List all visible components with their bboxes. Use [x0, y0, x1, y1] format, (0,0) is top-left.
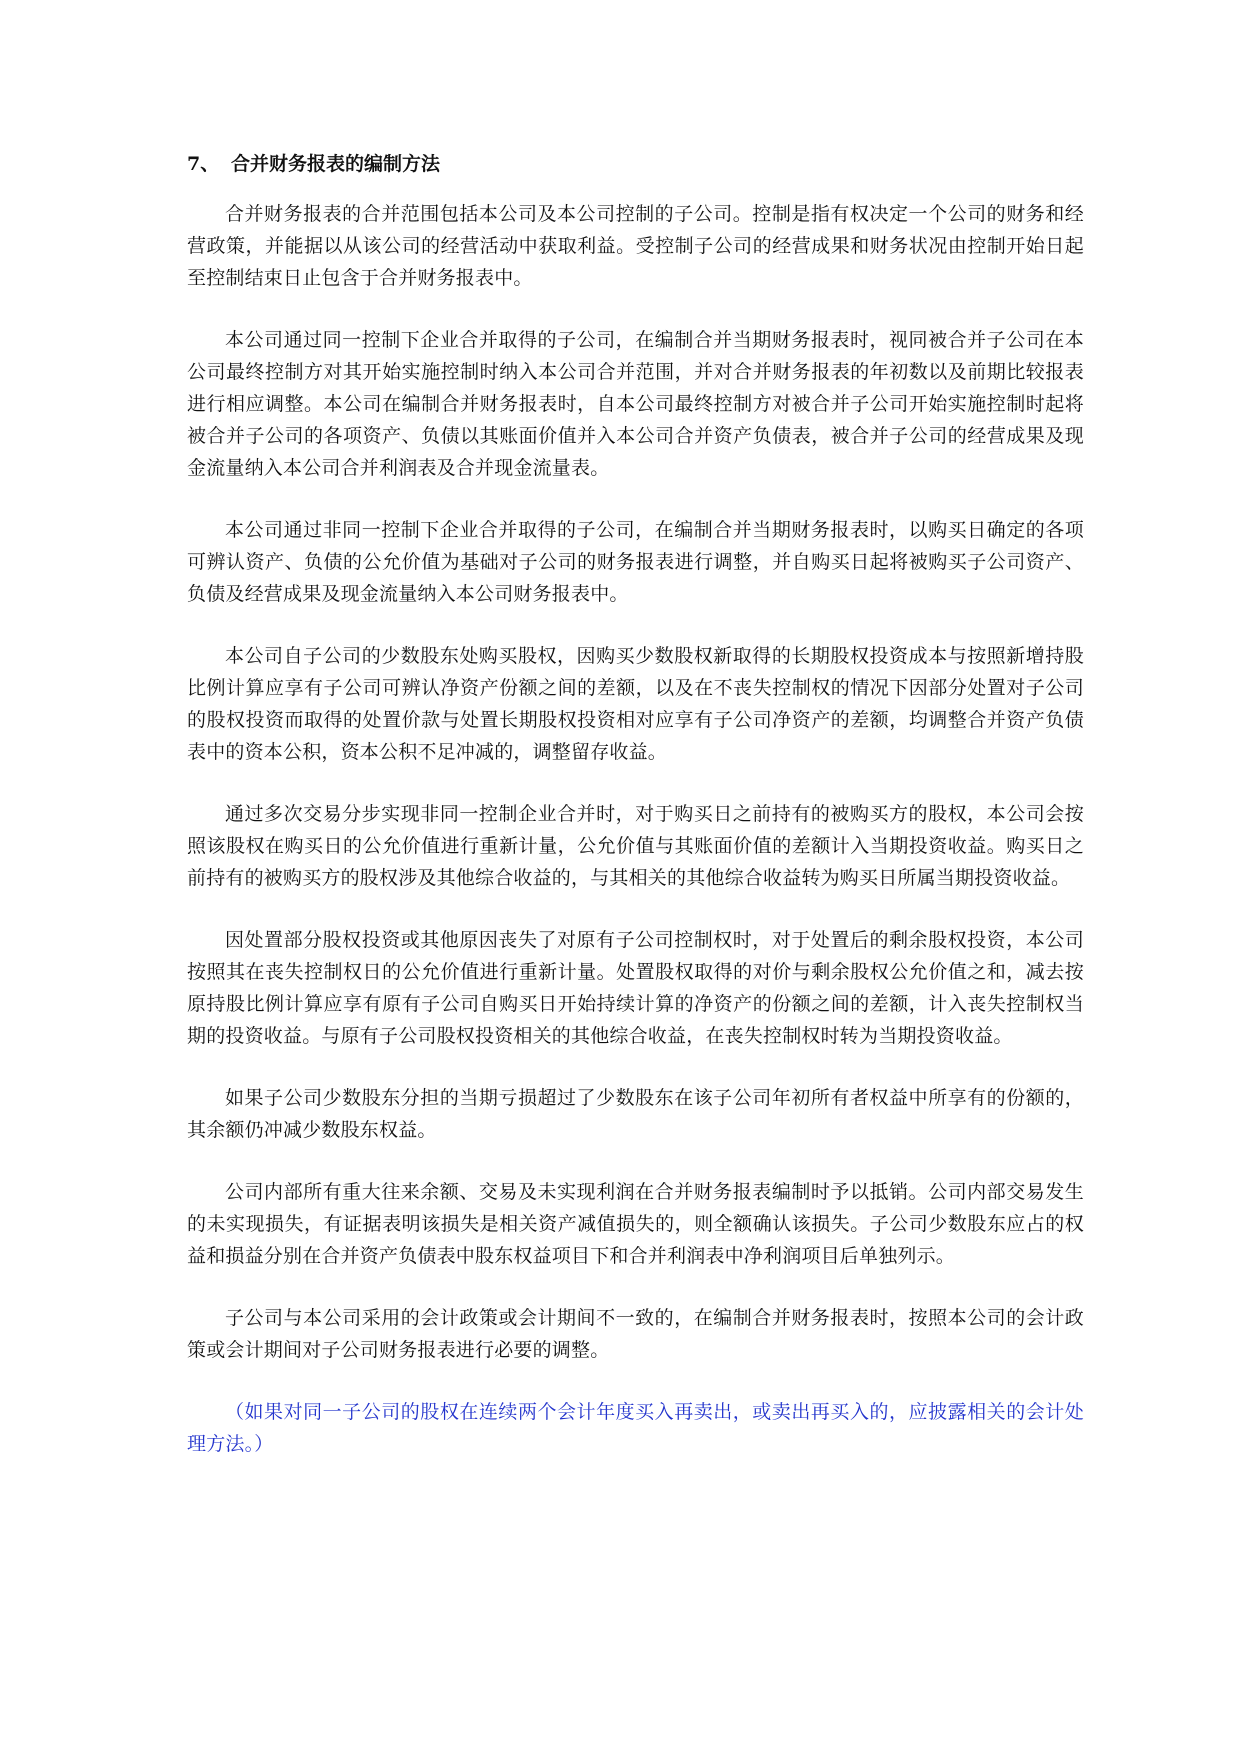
paragraph-policy-alignment: 子公司与本公司采用的会计政策或会计期间不一致的，在编制合并财务报表时，按照本公司的会计政策或会计期间对子公司财务报表进行必要的调整。 — [187, 1307, 1084, 1361]
section-heading — [187, 148, 1084, 180]
section-title: 合并财务报表的编制方法 — [231, 153, 441, 175]
paragraph-intercompany-elimination: 公司内部所有重大往来余额、交易及未实现利润在合并财务报表编制时予以抵销。公司内部交易发生的未实现损失，有证据表明该损失是相关资产减值损失的，则全额确认该损失。子公司少数股东应占的权益和损益分别在合并资产负债表中股东权益项目下和合并利润表中净利润项目后单独列示。 — [187, 1181, 1084, 1267]
paragraph-same-control-merger: 本公司通过同一控制下企业合并取得的子公司，在编制合并当期财务报表时，视同被合并子公司在本公司最终控制方对其开始实施控制时纳入本公司合并范围，并对合并财务报表的年初数以及前期比较报表进行相应调整。本公司在编制合并财务报表时，自本公司最终控制方对被合并子公司开始实施控制时起将被合并子公司的各项资产、负债以其账面价值并入本公司合并资产负债表，被合并子公司的经营成果及现金流量纳入本公司合并利润表及合并现金流量表。 — [187, 329, 1084, 479]
document-page — [187, 148, 1084, 1490]
paragraph-minority-purchase: 本公司自子公司的少数股东处购买股权，因购买少数股权新取得的长期股权投资成本与按照新增持股比例计算应享有子公司可辨认净资产份额之间的差额，以及在不丧失控制权的情况下因部分处置对子公司的股权投资而取得的处置价款与处置长期股权投资相对应享有子公司净资产的差额，均调整合并资产负债表中的资本公积，资本公积不足冲减的，调整留存收益。 — [187, 645, 1084, 763]
section-number: 7、 — [187, 153, 220, 175]
paragraph-non-same-control-merger: 本公司通过非同一控制下企业合并取得的子公司，在编制合并当期财务报表时，以购买日确定的各项可辨认资产、负债的公允价值为基础对子公司的财务报表进行调整，并自购买日起将被购买子公司资产、负债及经营成果及现金流量纳入本公司财务报表中。 — [187, 519, 1084, 605]
paragraph-disclosure-note: （如果对同一子公司的股权在连续两个会计年度买入再卖出，或卖出再买入的，应披露相关的会计处理方法。） — [187, 1401, 1084, 1455]
paragraph-consolidation-scope: 合并财务报表的合并范围包括本公司及本公司控制的子公司。控制是指有权决定一个公司的财务和经营政策，并能据以从该公司的经营活动中获取利益。受控制子公司的经营成果和财务状况由控制开始日起至控制结束日止包含于合并财务报表中。 — [187, 203, 1084, 289]
paragraph-loss-of-control: 因处置部分股权投资或其他原因丧失了对原有子公司控制权时，对于处置后的剩余股权投资，本公司按照其在丧失控制权日的公允价值进行重新计量。处置股权取得的对价与剩余股权公允价值之和，减去按原持股比例计算应享有原有子公司自购买日开始持续计算的净资产的份额之间的差额，计入丧失控制权当期的投资收益。与原有子公司股权投资相关的其他综合收益，在丧失控制权时转为当期投资收益。 — [187, 929, 1084, 1047]
paragraph-step-acquisition: 通过多次交易分步实现非同一控制企业合并时，对于购买日之前持有的被购买方的股权，本公司会按照该股权在购买日的公允价值进行重新计量，公允价值与其账面价值的差额计入当期投资收益。购买日之前持有的被购买方的股权涉及其他综合收益的，与其相关的其他综合收益转为购买日所属当期投资收益。 — [187, 803, 1084, 889]
paragraph-minority-losses: 如果子公司少数股东分担的当期亏损超过了少数股东在该子公司年初所有者权益中所享有的份额的，其余额仍冲减少数股东权益。 — [187, 1087, 1084, 1141]
